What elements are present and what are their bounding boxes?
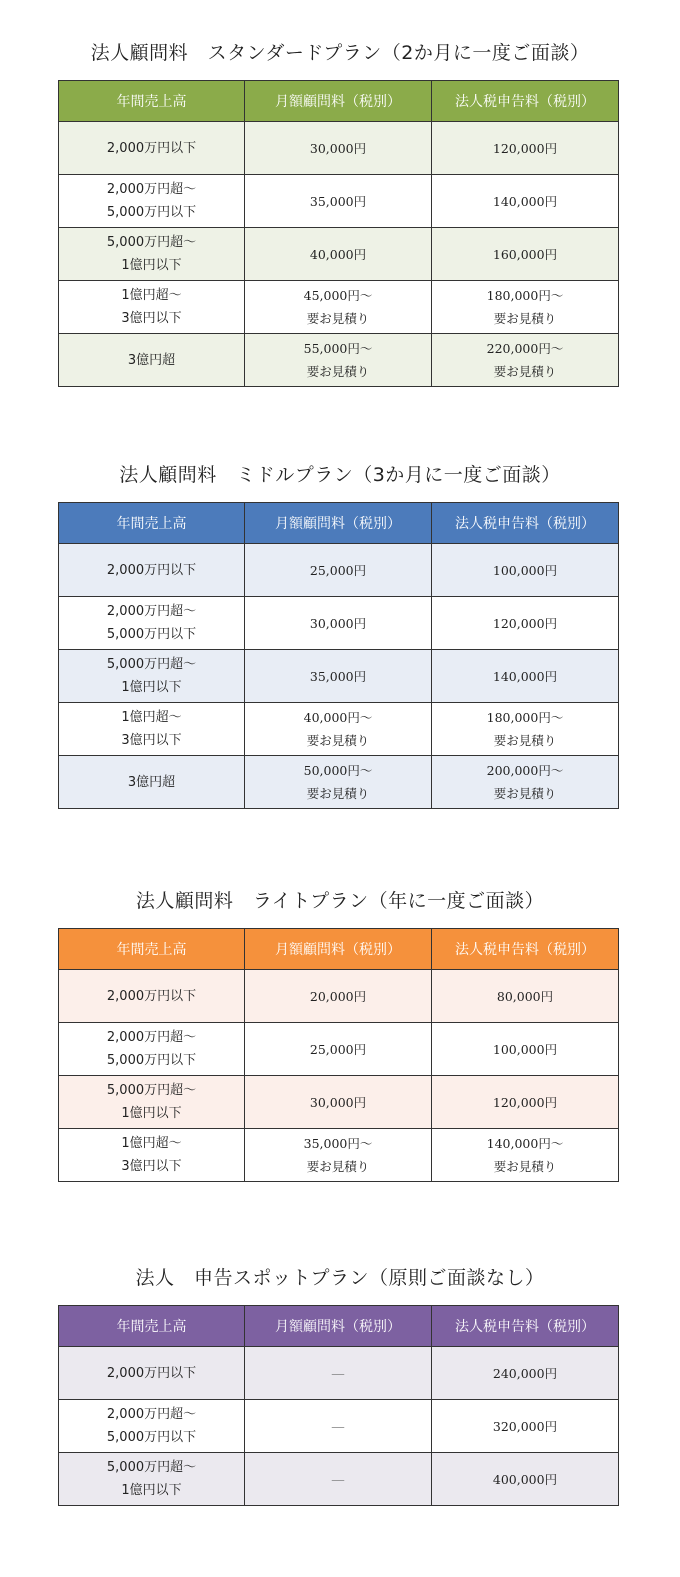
monthly-fee-cell: 35,000円～ 要お見積り xyxy=(245,1129,432,1182)
header-monthly-fee: 月額顧問料（税別） xyxy=(245,1306,432,1347)
annual-sales-cell: 2,000万円超～ 5,000万円以下 xyxy=(59,1400,245,1453)
table-header-row xyxy=(59,929,619,970)
header-tax-filing-fee: 法人税申告料（税別） xyxy=(432,503,619,544)
annual-sales-cell: 5,000万円超～ 1億円以下 xyxy=(59,650,245,703)
tax-filing-fee-cell: 200,000円～ 要お見積り xyxy=(432,756,619,809)
header-annual-sales: 年間売上高 xyxy=(59,81,245,122)
annual-sales-cell: 5,000万円超～ 1億円以下 xyxy=(59,1453,245,1506)
tax-filing-fee-cell: 140,000円 xyxy=(432,650,619,703)
monthly-fee-cell: ― xyxy=(245,1400,432,1453)
table-row xyxy=(59,334,619,387)
table-row xyxy=(59,970,619,1023)
annual-sales-cell: 2,000万円以下 xyxy=(59,544,245,597)
tax-filing-fee-cell: 120,000円 xyxy=(432,1076,619,1129)
standard-plan-table xyxy=(58,80,619,387)
annual-sales-cell: 1億円超～ 3億円以下 xyxy=(59,1129,245,1182)
spot-plan-title: 法人 申告スポットプラン（原則ご面談なし） xyxy=(135,1267,545,1289)
tax-filing-fee-cell: 80,000円 xyxy=(432,970,619,1023)
light-plan-table xyxy=(58,928,619,1182)
monthly-fee-cell: 30,000円 xyxy=(245,122,432,175)
table-row xyxy=(59,1023,619,1076)
table-header-row xyxy=(59,503,619,544)
table-row xyxy=(59,281,619,334)
monthly-fee-cell: 30,000円 xyxy=(245,1076,432,1129)
annual-sales-cell: 2,000万円以下 xyxy=(59,970,245,1023)
table-row xyxy=(59,597,619,650)
monthly-fee-cell: 30,000円 xyxy=(245,597,432,650)
table-row xyxy=(59,122,619,175)
annual-sales-cell: 1億円超～ 3億円以下 xyxy=(59,281,245,334)
monthly-fee-cell: 35,000円 xyxy=(245,175,432,228)
table-row xyxy=(59,1347,619,1400)
annual-sales-cell: 2,000万円超～ 5,000万円以下 xyxy=(59,597,245,650)
annual-sales-cell: 5,000万円超～ 1億円以下 xyxy=(59,1076,245,1129)
tax-filing-fee-cell: 240,000円 xyxy=(432,1347,619,1400)
annual-sales-cell: 2,000万円超～ 5,000万円以下 xyxy=(59,1023,245,1076)
annual-sales-cell: 3億円超 xyxy=(59,334,245,387)
table-row xyxy=(59,1076,619,1129)
tax-filing-fee-cell: 220,000円～ 要お見積り xyxy=(432,334,619,387)
table-row xyxy=(59,1400,619,1453)
header-tax-filing-fee: 法人税申告料（税別） xyxy=(432,1306,619,1347)
annual-sales-cell: 3億円超 xyxy=(59,756,245,809)
tax-filing-fee-cell: 120,000円 xyxy=(432,122,619,175)
monthly-fee-cell: 25,000円 xyxy=(245,1023,432,1076)
table-row xyxy=(59,544,619,597)
header-annual-sales: 年間売上高 xyxy=(59,503,245,544)
monthly-fee-cell: 35,000円 xyxy=(245,650,432,703)
table-header-row xyxy=(59,1306,619,1347)
header-annual-sales: 年間売上高 xyxy=(59,929,245,970)
annual-sales-cell: 2,000万円超～ 5,000万円以下 xyxy=(59,175,245,228)
tax-filing-fee-cell: 400,000円 xyxy=(432,1453,619,1506)
spot-plan-table xyxy=(58,1305,619,1506)
tax-filing-fee-cell: 180,000円～ 要お見積り xyxy=(432,281,619,334)
table-row xyxy=(59,175,619,228)
header-monthly-fee: 月額顧問料（税別） xyxy=(245,81,432,122)
middle-plan-table xyxy=(58,502,619,809)
middle-plan-title: 法人顧問料 ミドルプラン（3か月に一度ご面談） xyxy=(119,464,561,486)
monthly-fee-cell: ― xyxy=(245,1347,432,1400)
monthly-fee-cell: 25,000円 xyxy=(245,544,432,597)
header-tax-filing-fee: 法人税申告料（税別） xyxy=(432,81,619,122)
tax-filing-fee-cell: 180,000円～ 要お見積り xyxy=(432,703,619,756)
monthly-fee-cell: 20,000円 xyxy=(245,970,432,1023)
table-row xyxy=(59,228,619,281)
table-header-row xyxy=(59,81,619,122)
table-row xyxy=(59,756,619,809)
tax-filing-fee-cell: 140,000円～ 要お見積り xyxy=(432,1129,619,1182)
tax-filing-fee-cell: 320,000円 xyxy=(432,1400,619,1453)
monthly-fee-cell: 45,000円～ 要お見積り xyxy=(245,281,432,334)
annual-sales-cell: 2,000万円以下 xyxy=(59,1347,245,1400)
header-monthly-fee: 月額顧問料（税別） xyxy=(245,929,432,970)
header-tax-filing-fee: 法人税申告料（税別） xyxy=(432,929,619,970)
tax-filing-fee-cell: 100,000円 xyxy=(432,544,619,597)
tax-filing-fee-cell: 140,000円 xyxy=(432,175,619,228)
monthly-fee-cell: 40,000円～ 要お見積り xyxy=(245,703,432,756)
annual-sales-cell: 2,000万円以下 xyxy=(59,122,245,175)
annual-sales-cell: 5,000万円超～ 1億円以下 xyxy=(59,228,245,281)
tax-filing-fee-cell: 160,000円 xyxy=(432,228,619,281)
annual-sales-cell: 1億円超～ 3億円以下 xyxy=(59,703,245,756)
table-row xyxy=(59,650,619,703)
monthly-fee-cell: 55,000円～ 要お見積り xyxy=(245,334,432,387)
header-monthly-fee: 月額顧問料（税別） xyxy=(245,503,432,544)
header-annual-sales: 年間売上高 xyxy=(59,1306,245,1347)
table-row xyxy=(59,1453,619,1506)
monthly-fee-cell: 50,000円～ 要お見積り xyxy=(245,756,432,809)
tax-filing-fee-cell: 100,000円 xyxy=(432,1023,619,1076)
standard-plan-title: 法人顧問料 スタンダードプラン（2か月に一度ご面談） xyxy=(90,42,590,64)
monthly-fee-cell: 40,000円 xyxy=(245,228,432,281)
tax-filing-fee-cell: 120,000円 xyxy=(432,597,619,650)
table-row xyxy=(59,703,619,756)
light-plan-title: 法人顧問料 ライトプラン（年に一度ご面談） xyxy=(135,890,545,912)
monthly-fee-cell: ― xyxy=(245,1453,432,1506)
table-row xyxy=(59,1129,619,1182)
